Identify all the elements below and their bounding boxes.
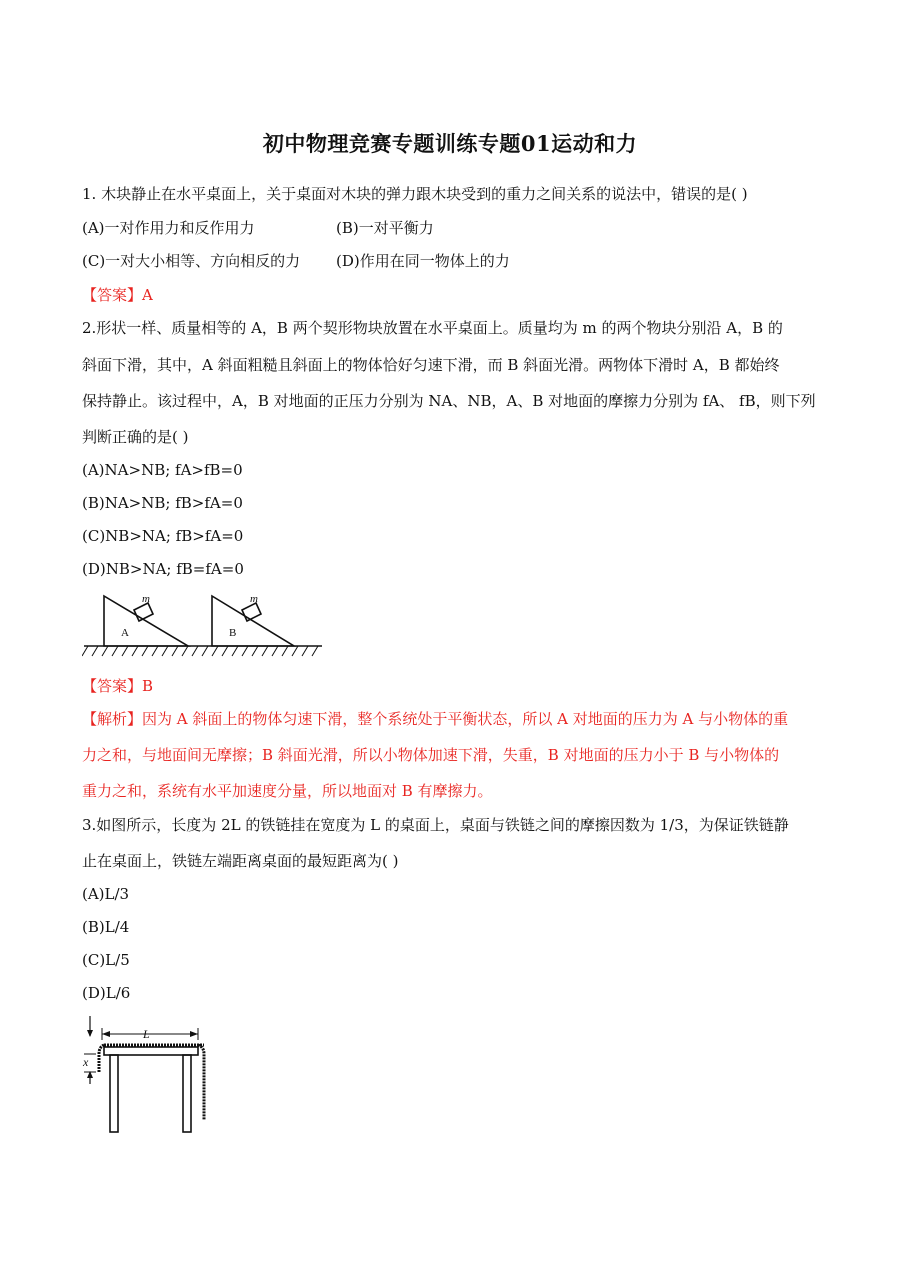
label-l: L	[143, 1027, 150, 1041]
block-on-wedge-a	[134, 603, 153, 621]
q3-chain-table-figure	[80, 1014, 210, 1136]
table-top	[104, 1047, 198, 1055]
q2-stem-line-3: 保持静止。该过程中，A，B 对地面的正压力分别为 NA、NB，A、B 对地面的摩擦力分别为 fA、 fB，则下列	[82, 392, 816, 410]
q2-analysis-line-3: 重力之和，系统有水平加速度分量，所以地面对 B 有摩擦力。	[82, 782, 493, 800]
q2-option-a: (A)NA>NB; fA>fB=0	[82, 461, 243, 479]
q1-answer: 【答案】A	[82, 286, 153, 304]
q2-analysis-line-1: 【解析】因为 A 斜面上的物体匀速下滑，整个系统处于平衡状态，所以 A 对地面的压力为 A 与小物体的重	[82, 710, 789, 728]
q1-option-c: (C)一对大小相等、方向相反的力	[82, 252, 301, 270]
q2-stem-line-2: 斜面下滑，其中，A 斜面粗糙且斜面上的物体恰好匀速下滑，而 B 斜面光滑。两物体下滑时 A，B 都始终	[82, 356, 780, 374]
table-leg-right	[183, 1055, 191, 1132]
q2-option-b: (B)NA>NB; fB>fA=0	[82, 494, 243, 512]
q3-stem-line-2: 止在桌面上，铁链左端距离桌面的最短距离为( )	[82, 852, 399, 870]
chain-right-hanging	[198, 1045, 204, 1120]
q1-option-b: (B)一对平衡力	[336, 219, 434, 237]
table-leg-left	[110, 1055, 118, 1132]
wedge-b-label: B	[229, 627, 237, 639]
q1-stem: 1. 木块静止在水平桌面上，关于桌面对木块的弹力跟木块受到的重力之间关系的说法中，错误的是( )	[82, 185, 748, 203]
q2-analysis-line-2: 力之和，与地面间无摩擦；B 斜面光滑，所以小物体加速下滑，失重，B 对地面的压力小于 B 与小物体的	[82, 746, 780, 764]
q1-option-a: (A)一对作用力和反作用力	[82, 219, 255, 237]
block-on-wedge-b	[242, 603, 261, 621]
q2-stem-line-1: 2.形状一样、质量相等的 A，B 两个契形物块放置在水平桌面上。质量均为 m 的两个物块分别沿 A，B 的	[82, 319, 783, 337]
q3-option-d: (D)L/6	[82, 984, 131, 1002]
q3-stem-line-1: 3.如图所示，长度为 2L 的铁链挂在宽度为 L 的桌面上，桌面与铁链之间的摩擦因数为 1/3，为保证铁链静	[82, 816, 789, 834]
ground-hatching	[82, 646, 318, 656]
q2-answer: 【答案】B	[82, 677, 154, 695]
q1-option-d: (D)作用在同一物体上的力	[336, 252, 510, 270]
q3-option-c: (C)L/5	[82, 951, 130, 969]
q2-option-d: (D)NB>NA; fB=fA=0	[82, 560, 244, 578]
block-a-label: m	[142, 593, 150, 605]
wedge-a-label: A	[121, 627, 129, 639]
block-b-label: m	[250, 593, 258, 605]
label-x: x	[83, 1055, 89, 1069]
page-title: 初中物理竞赛专题训练专题01运动和力	[262, 131, 638, 156]
q3-option-b: (B)L/4	[82, 918, 130, 936]
q2-option-c: (C)NB>NA; fB>fA=0	[82, 527, 244, 545]
q3-option-a: (A)L/3	[82, 885, 130, 903]
q2-wedges-figure	[82, 590, 327, 662]
q2-stem-line-4: 判断正确的是( )	[82, 428, 189, 446]
